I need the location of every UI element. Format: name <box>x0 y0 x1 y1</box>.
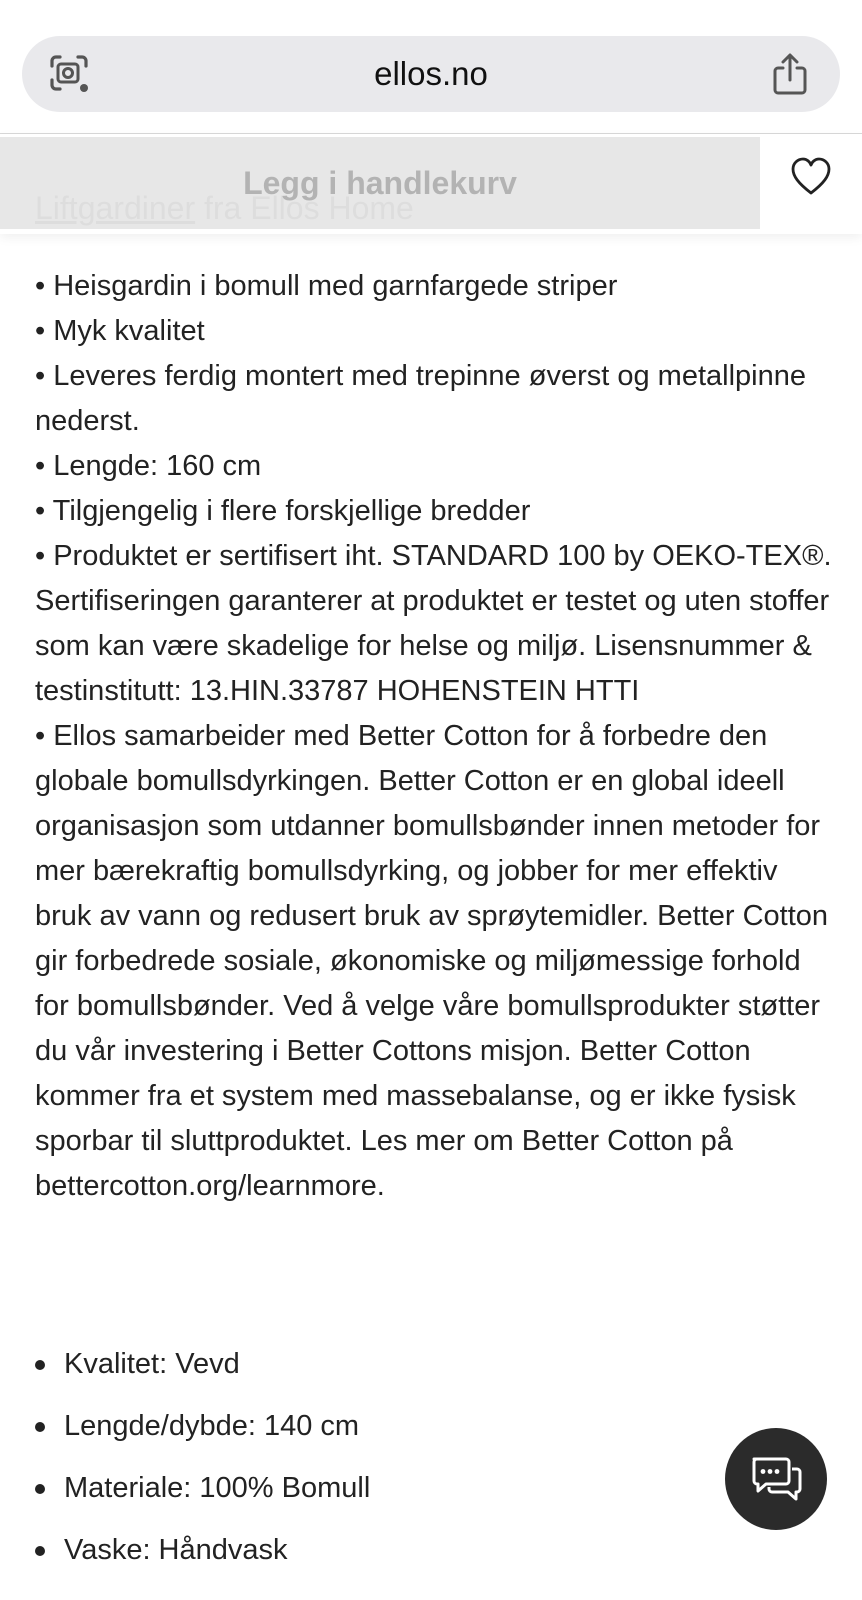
heart-icon[interactable] <box>790 156 832 198</box>
add-to-cart-button[interactable]: Legg i handlekurv <box>0 137 760 229</box>
url-text[interactable]: ellos.no <box>374 55 488 92</box>
chat-button[interactable] <box>725 1428 827 1530</box>
description-bullet: • Lengde: 160 cm <box>35 450 262 482</box>
spec-item: Materiale: 100% Bomull <box>35 1469 735 1531</box>
product-specs-list <box>35 1345 735 1593</box>
spec-item: Vaske: Håndvask <box>35 1531 735 1593</box>
description-bullet: • Produktet er sertifisert iht. STANDARD 100 by OEKO-TEX®. Sertifiseringen garanterer at produktet er testet og uten stoffer som kan være skadelige for helse og miljø. Lisensnummer & testinstitutt: 13.HIN.33787 HOHENSTEIN HTTI <box>35 540 832 707</box>
sticky-purchase-bar <box>0 134 862 234</box>
description-bullet: • Ellos samarbeider med Better Cotton for å forbedre den globale bomullsdyrkingen. Better Cotton er en global ideell organisasjon som utdanner bomullsbønder innen metoder for mer bærekraftig bomullsdyrking, og jobber for mer effektiv bruk av vann og redusert bruk av sprøytemidler. Better Cotton gir forbedrede sosiale, økonomiske og miljømessige forhold for bomullsbønder. Ved å velge våre bomullsprodukter støtter du vår investering i Better Cottons misjon. Better Cotton kommer fra et system med massebalanse, og er ikke fysisk sporbar til sluttproduktet. Les mer om Better Cotton på bettercotton.org/learnmore. <box>35 720 829 1202</box>
spec-item: Lengde/dybde: 140 cm <box>35 1407 735 1469</box>
description-bullet: • Tilgjengelig i flere forskjellige bredder <box>35 495 531 527</box>
description-bullet: • Myk kvalitet <box>35 315 205 347</box>
product-description <box>35 264 835 1209</box>
spec-item: Kvalitet: Vevd <box>35 1345 735 1407</box>
address-bar[interactable] <box>22 36 840 112</box>
browser-address-area <box>0 0 862 133</box>
description-bullet: • Leveres ferdig montert med trepinne øverst og metallpinne nederst. <box>35 360 806 437</box>
description-bullet: • Heisgardin i bomull med garnfargede striper <box>35 270 618 302</box>
chat-bubbles-icon <box>750 1455 804 1503</box>
share-icon[interactable] <box>770 52 810 96</box>
